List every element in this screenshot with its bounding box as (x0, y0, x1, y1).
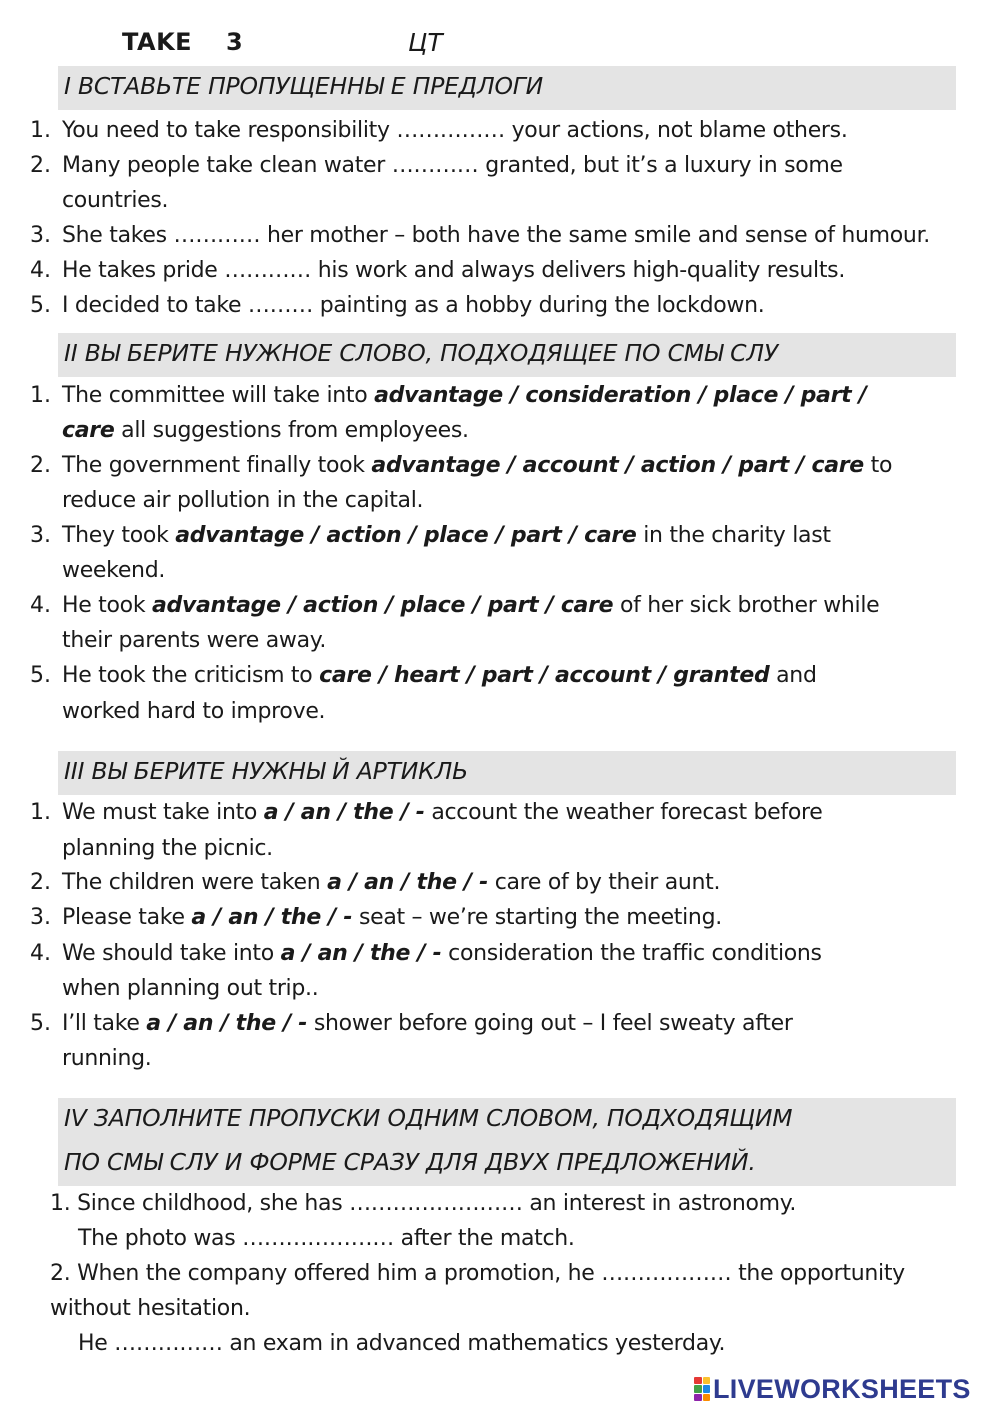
liveworksheets-logo (694, 1374, 971, 1404)
item-number: 2. (30, 870, 51, 895)
s2-item-1: The committee will take into advantage / consideration / place / part / (62, 383, 867, 408)
s1-item-1: You need to take responsibility …………… your actions, not blame others. (62, 118, 848, 143)
item-number: 2. (30, 153, 51, 178)
item-number: 5. (30, 293, 51, 318)
article-options[interactable]: a / an / the / - (263, 800, 425, 825)
s2-item-1-cont: care all suggestions from employees. (62, 418, 469, 443)
item-number: 3. (30, 523, 51, 548)
word-options[interactable]: care (62, 418, 115, 443)
section-4-heading-cont: ПО СМЫ СЛУ И ФОРМЕ СРАЗУ ДЛЯ ДВУХ ПРЕДЛОЖЕНИЙ. (64, 1148, 756, 1176)
word-options[interactable]: advantage / action / place / part / care (151, 593, 614, 618)
s3-item-1: We must take into a / an / the / - account the weather forecast before (62, 800, 823, 825)
s1-item-5: I decided to take ……… painting as a hobby during the lockdown. (62, 293, 765, 318)
article-options[interactable]: a / an / the / - (191, 905, 353, 930)
word-options[interactable]: advantage / account / action / part / care (371, 453, 864, 478)
s2-item-5-cont: worked hard to improve. (62, 699, 326, 724)
s4-item-1-second: The photo was ………………… after the match. (78, 1226, 575, 1251)
s2-item-4-cont: their parents were away. (62, 628, 327, 653)
s4-item-2-second: He …………… an exam in advanced mathematics yesterday. (78, 1331, 726, 1356)
logo-grid-icon (694, 1377, 710, 1401)
article-options[interactable]: a / an / the / - (280, 941, 442, 966)
s1-item-3: She takes ………… her mother – both have the same smile and sense of humour. (62, 223, 930, 248)
s3-item-1-cont: planning the picnic. (62, 836, 273, 861)
item-number: 4. (30, 593, 51, 618)
s1-item-4: He takes pride ………… his work and always delivers high-quality results. (62, 258, 846, 283)
item-number: 2. (30, 453, 51, 478)
s3-item-5-cont: running. (62, 1046, 152, 1071)
s2-item-5: He took the criticism to care / heart / part / account / granted and (62, 663, 817, 688)
section-1-heading: I ВСТАВЬТЕ ПРОПУЩЕННЫ Е ПРЕДЛОГИ (64, 72, 544, 100)
section-2-heading: II ВЫ БЕРИТЕ НУЖНОЕ СЛОВО, ПОДХОДЯЩЕЕ ПО СМЫ СЛУ (64, 339, 778, 367)
s1-item-2-cont: countries. (62, 188, 169, 213)
item-number: 1. (30, 800, 51, 825)
logo-text: LIVEWORKSHEETS (713, 1373, 971, 1404)
s4-item-1: 1. Since childhood, she has …………………… an interest in astronomy. (50, 1191, 797, 1216)
s2-item-4: He took advantage / action / place / part / care of her sick brother while (62, 593, 880, 618)
section-4-heading: IV ЗАПОЛНИТЕ ПРОПУСКИ ОДНИМ СЛОВОМ, ПОДХОДЯЩИМ (64, 1104, 793, 1132)
item-number: 4. (30, 258, 51, 283)
item-number: 5. (30, 1011, 51, 1036)
worksheet-number: 3 (226, 28, 243, 56)
worksheet-title: TAKE (122, 28, 193, 56)
word-options[interactable]: advantage / action / place / part / care (175, 523, 637, 548)
s1-item-2: Many people take clean water ………… granted, but it’s a luxury in some (62, 153, 843, 178)
item-number: 1. (30, 118, 51, 143)
article-options[interactable]: a / an / the / - (146, 1011, 308, 1036)
section-3-heading: III ВЫ БЕРИТЕ НУЖНЫ Й АРТИКЛЬ (64, 757, 469, 785)
worksheet-code: ЦТ (408, 28, 443, 57)
article-options[interactable]: a / an / the / - (327, 870, 488, 895)
item-number: 1. (30, 383, 51, 408)
s3-item-4-cont: when planning out trip.. (62, 976, 319, 1001)
s3-item-5: I’ll take a / an / the / - shower before going out – I feel sweaty after (62, 1011, 793, 1036)
s3-item-4: We should take into a / an / the / - consideration the traffic conditions (62, 941, 822, 966)
s2-item-3: They took advantage / action / place / part / care in the charity last (62, 523, 831, 548)
word-options[interactable]: advantage / consideration / place / part / (374, 383, 867, 408)
item-number: 5. (30, 663, 51, 688)
s3-item-3: Please take a / an / the / - seat – we’re starting the meeting. (62, 905, 722, 930)
item-number: 3. (30, 905, 51, 930)
s3-item-2: The children were taken a / an / the / - care of by their aunt. (62, 870, 721, 895)
s2-item-2-cont: reduce air pollution in the capital. (62, 488, 424, 513)
s4-item-2-cont: without hesitation. (50, 1296, 251, 1321)
s4-item-2: 2. When the company offered him a promotion, he ……………… the opportunity (50, 1261, 905, 1286)
s2-item-2: The government finally took advantage / account / action / part / care to (62, 453, 893, 478)
s2-item-3-cont: weekend. (62, 558, 166, 583)
item-number: 4. (30, 941, 51, 966)
word-options[interactable]: care / heart / part / account / granted (319, 663, 770, 688)
item-number: 3. (30, 223, 51, 248)
